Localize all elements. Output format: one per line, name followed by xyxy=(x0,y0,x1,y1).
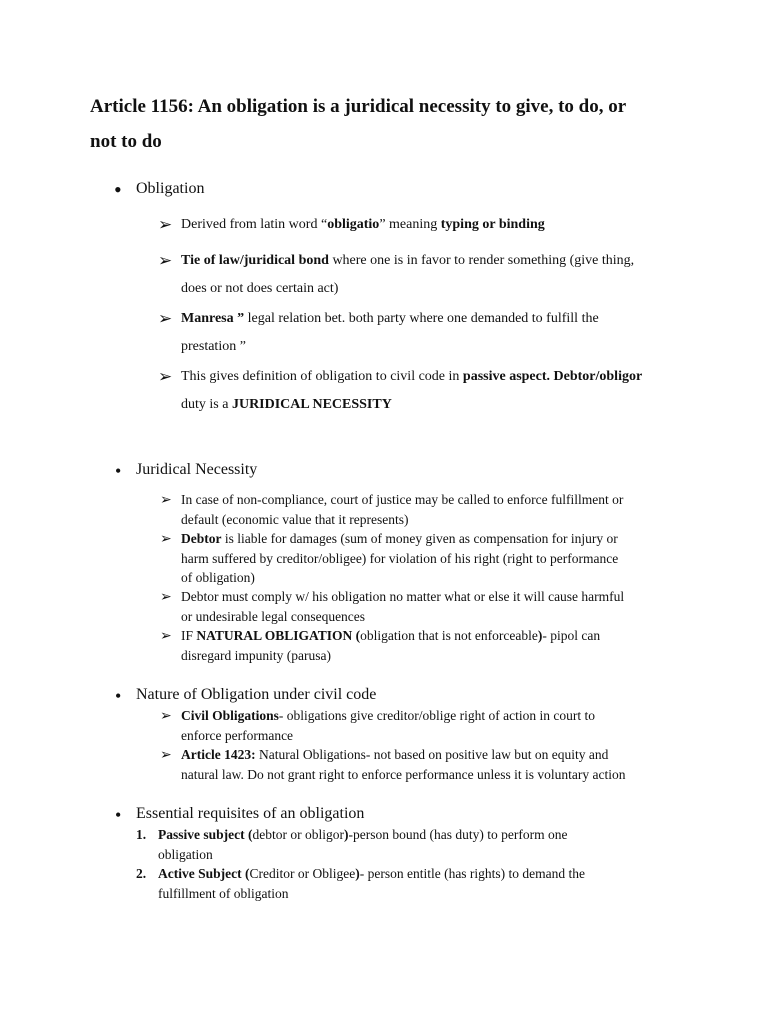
arrow-bullet-icon: ➢ xyxy=(158,251,173,270)
section-heading-juridical-necessity: Juridical Necessity xyxy=(136,461,258,478)
bullet-dot-icon: • xyxy=(115,461,122,481)
list-item-text: In case of non-compliance, court of justice may be called to enforce fulfillment or xyxy=(181,492,624,507)
list-item-text: Derived from latin word “obligatio” meaning typing or binding xyxy=(181,217,545,232)
list-item-text-continued: obligation xyxy=(158,847,213,862)
list-item-text: Article 1423: Natural Obligations- not based on positive law but on equity and xyxy=(181,747,609,762)
list-item-text: Manresa ” legal relation bet. both party where one demanded to fulfill the xyxy=(181,311,599,326)
list-number: 2. xyxy=(136,866,147,881)
list-item-text-continued: of obligation) xyxy=(181,570,255,585)
list-item-text-continued: does or not does certain act) xyxy=(181,281,339,296)
arrow-bullet-icon: ➢ xyxy=(160,493,172,508)
list-item-text: IF NATURAL OBLIGATION (obligation that is not enforceable)- pipol can xyxy=(181,628,601,643)
list-item-text-continued: prestation ” xyxy=(181,339,246,354)
list-item-text: Debtor is liable for damages (sum of money given as compensation for injury or xyxy=(181,531,618,546)
list-item-text-continued: duty is a JURIDICAL NECESSITY xyxy=(181,397,392,412)
section-heading-essential-requisites: Essential requisites of an obligation xyxy=(136,805,365,822)
section-heading-nature-of-obligation: Nature of Obligation under civil code xyxy=(136,686,377,703)
section-heading-obligation: Obligation xyxy=(136,180,205,197)
list-item-text-continued: or undesirable legal consequences xyxy=(181,609,366,624)
list-item-text: Passive subject (debtor or obligor)-person bound (has duty) to perform one xyxy=(158,827,568,842)
arrow-bullet-icon: ➢ xyxy=(160,532,172,547)
arrow-bullet-icon: ➢ xyxy=(158,215,173,234)
list-item-text-continued: enforce performance xyxy=(181,728,294,743)
arrow-bullet-icon: ➢ xyxy=(160,709,172,724)
list-item-text-continued: natural law. Do not grant right to enforce performance unless it is voluntary action xyxy=(181,767,626,782)
arrow-bullet-icon: ➢ xyxy=(160,748,172,763)
arrow-bullet-icon: ➢ xyxy=(158,309,173,328)
list-number: 1. xyxy=(136,827,147,842)
arrow-bullet-icon: ➢ xyxy=(160,590,172,605)
list-item-text: Debtor must comply w/ his obligation no matter what or else it will cause harmful xyxy=(181,589,625,604)
list-item-text-continued: harm suffered by creditor/obligee) for violation of his right (right to performance xyxy=(181,551,619,566)
list-item-text-continued: fulfillment of obligation xyxy=(158,886,289,901)
arrow-bullet-icon: ➢ xyxy=(158,367,173,386)
bullet-dot-icon: • xyxy=(115,686,122,706)
list-item-text: Tie of law/juridical bond where one is in favor to render something (give thing, xyxy=(181,253,635,268)
page-title-line-2: not to do xyxy=(90,131,162,152)
list-item-text-continued: default (economic value that it represents) xyxy=(181,512,409,527)
bullet-dot-icon: • xyxy=(114,177,122,202)
list-item-text: Active Subject (Creditor or Obligee)- person entitle (has rights) to demand the xyxy=(158,866,586,881)
list-item-text-continued: disregard impunity (parusa) xyxy=(181,648,331,663)
list-item-text: This gives definition of obligation to civil code in passive aspect. Debtor/obligor xyxy=(181,369,643,384)
bullet-dot-icon: • xyxy=(115,805,122,825)
list-item-text: Civil Obligations- obligations give creditor/oblige right of action in court to xyxy=(181,708,595,723)
page-title-line-1: Article 1156: An obligation is a juridical necessity to give, to do, or xyxy=(90,96,627,117)
arrow-bullet-icon: ➢ xyxy=(160,629,172,644)
